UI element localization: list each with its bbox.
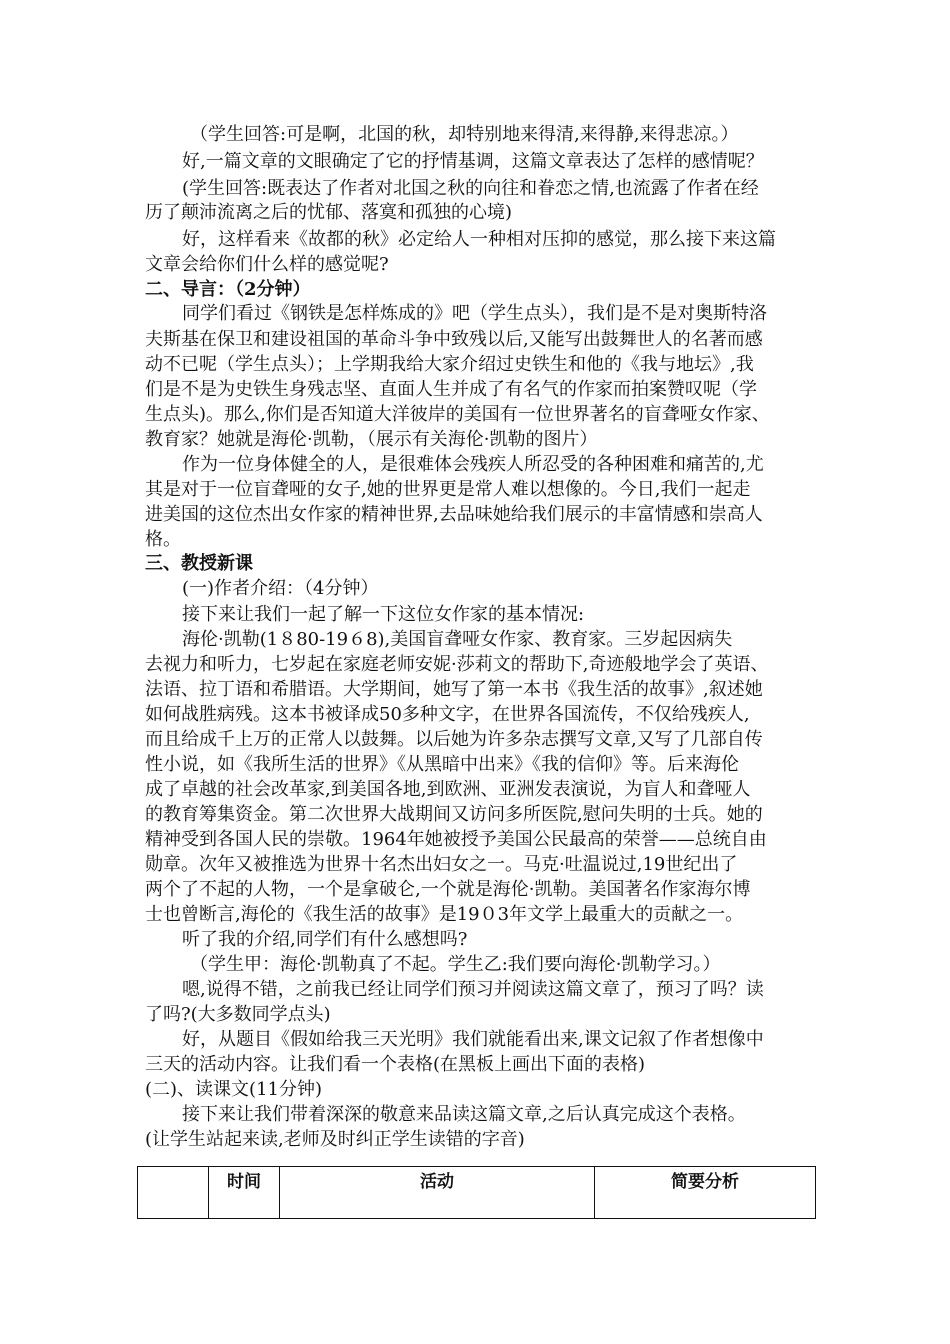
table-header-activity: 活动 <box>280 1167 595 1219</box>
paragraph-line: 而且给成千上万的正常人以鼓舞。以后她为许多杂志撰写文章,又写了几部自传 <box>145 729 763 750</box>
paragraph-line: 生点头)。那么,你们是否知道大洋彼岸的美国有一位世界著名的盲聋哑女作家、 <box>145 404 770 425</box>
paragraph-line: 性小说，如《我所生活的世界》《从黑暗中出来》《我的信仰》等。后来海伦 <box>145 754 739 775</box>
paragraph-line: 好,一篇文章的文眼确定了它的抒情基调，这篇文章表达了怎样的感情呢？ <box>182 151 764 172</box>
paragraph-line: （学生甲：海伦·凯勒真了不起。学生乙:我们要向海伦·凯勒学习。） <box>190 954 721 975</box>
activity-table <box>137 1166 816 1219</box>
paragraph-line: 作为一位身体健全的人，是很难体会残疾人所忍受的各种困难和痛苦的,尤 <box>182 454 764 475</box>
table-header-row <box>138 1167 816 1219</box>
section-heading: 二、导言：（2分钟） <box>145 279 311 300</box>
paragraph-line: 海伦·凯勒(1８80-19６8),美国盲聋哑女作家、教育家。三岁起因病失 <box>182 629 733 650</box>
section-heading: 三、教授新课 <box>145 553 253 574</box>
paragraph-line: 法语、拉丁语和希腊语。大学期间，她写了第一本书《我生活的故事》,叙述她 <box>145 679 763 700</box>
table-header-time: 时间 <box>209 1167 280 1219</box>
paragraph-line: 士也曾断言,海伦的《我生活的故事》是19０3年文学上最重大的贡献之一。 <box>145 904 744 925</box>
paragraph-line: 好，从题目《假如给我三天光明》我们就能看出来,课文记叙了作者想像中 <box>182 1029 764 1050</box>
paragraph-line: 了吗?(大多数同学点头) <box>145 1004 331 1025</box>
table-header-analysis: 简要分析 <box>595 1167 816 1219</box>
paragraph-line: 精神受到各国人民的崇敬。1964年她被授予美国公民最高的荣誉——总统自由 <box>145 829 767 850</box>
paragraph-line: 夫斯基在保卫和建设祖国的革命斗争中致残以后,又能写出鼓舞世人的名著而感 <box>145 329 763 350</box>
paragraph-line: 的教育筹集资金。第二次世界大战期间又访问多所医院,慰问失明的士兵。她的 <box>145 804 763 825</box>
paragraph-line: (让学生站起来读,老师及时纠正学生读错的字音) <box>145 1129 525 1150</box>
paragraph-line: (学生回答:既表达了作者对北国之秋的向往和眷恋之情,也流露了作者在经 <box>182 178 759 199</box>
paragraph-line: 成了卓越的社会改革家,到美国各地,到欧洲、亚洲发表演说，为盲人和聋哑人 <box>145 779 751 800</box>
paragraph-line: 接下来让我们一起了解一下这位女作家的基本情况: <box>182 604 585 625</box>
paragraph-line: 嗯,说得不错，之前我已经让同学们预习并阅读这篇文章了，预习了吗？读 <box>182 979 764 1000</box>
subsection-heading: (二)、读课文(11分钟) <box>145 1079 322 1100</box>
paragraph-line: （学生回答:可是啊，北国的秋，却特别地来得清,来得静,来得悲凉。） <box>190 124 739 145</box>
paragraph-line: 历了颠沛流离之后的忧郁、落寞和孤独的心境) <box>145 202 513 223</box>
paragraph-line: 三天的活动内容。让我们看一个表格(在黑板上画出下面的表格) <box>145 1054 646 1075</box>
paragraph-line: 动不已呢（学生点头）；上学期我给大家介绍过史铁生和他的《我与地坛》,我 <box>145 354 754 375</box>
table-header-cell <box>138 1167 209 1219</box>
paragraph-line: 其是对于一位盲聋哑的女子,她的世界更是常人难以想像的。今日,我们一起走 <box>145 479 751 500</box>
paragraph-line: 勋章。次年又被推选为世界十名杰出妇女之一。马克·吐温说过,19世纪出了 <box>145 854 738 875</box>
paragraph-line: 教育家？她就是海伦·凯勒，（展示有关海伦·凯勒的图片） <box>145 429 598 450</box>
paragraph-line: 格。 <box>145 529 181 550</box>
paragraph-line: 文章会给你们什么样的感觉呢? <box>145 254 389 275</box>
paragraph-line: 好，这样看来《故都的秋》必定给人一种相对压抑的感觉，那么接下来这篇 <box>182 229 776 250</box>
subsection-heading: (一)作者介绍：（4分钟） <box>182 578 379 599</box>
paragraph-line: 接下来让我们带着深深的敬意来品读这篇文章,之后认真完成这个表格。 <box>182 1104 746 1125</box>
paragraph-line: 进美国的这位杰出女作家的精神世界,去品味她给我们展示的丰富情感和崇高人 <box>145 504 763 525</box>
paragraph-line: 去视力和听力，七岁起在家庭老师安妮·莎莉文的帮助下,奇迹般地学会了英语、 <box>145 654 769 675</box>
paragraph-line: 两个了不起的人物，一个是拿破仑,一个就是海伦·凯勒。美国著名作家海尔博 <box>145 879 751 900</box>
paragraph-line: 同学们看过《钢铁是怎样炼成的》吧（学生点头），我们是不是对奥斯特洛 <box>182 303 767 324</box>
paragraph-line: 如何战胜病残。这本书被译成50多种文字，在世界各国流传，不仅给残疾人, <box>145 704 750 725</box>
paragraph-line: 们是不是为史铁生身残志坚、直面人生并成了有名气的作家而拍案赞叹呢（学 <box>145 379 757 400</box>
paragraph-line: 听了我的介绍,同学们有什么感想吗? <box>182 929 468 950</box>
